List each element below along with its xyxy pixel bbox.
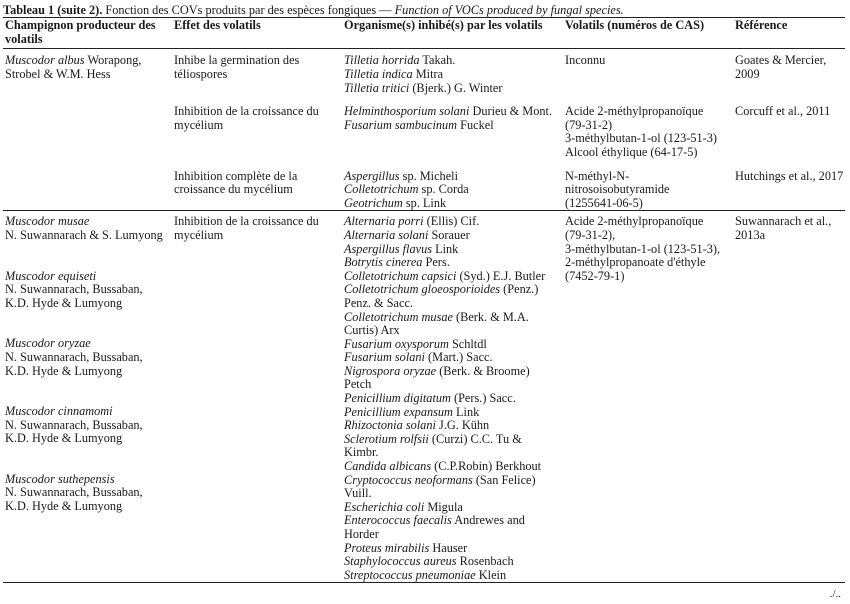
fungus-authors: K.D. Hyde & Lumyong <box>5 499 123 514</box>
volatile-line: 3-méthylbutan-1-ol (123-51-3) <box>565 131 717 146</box>
volatile-line: Inconnu <box>565 53 606 68</box>
organism-line <box>344 528 563 542</box>
organism-line <box>344 311 563 325</box>
organism-name: Penicillium expansum <box>344 404 453 419</box>
organism-authority: (Mart.) Sacc. <box>424 350 493 365</box>
organism-authority: (Bjerk.) G. Winter <box>409 80 503 95</box>
organism-name: Aspergillus flavus <box>344 241 433 256</box>
organism-name: Rhizoctonia solani <box>344 418 436 433</box>
organism-line <box>344 392 563 406</box>
spacer <box>5 243 172 270</box>
organism-name: Aspergillus <box>344 168 400 183</box>
organism-name: Colletotrichum musae <box>344 309 453 324</box>
organism-authority: Curtis) Arx <box>344 323 400 338</box>
fungus-authors: K.D. Hyde & Lumyong <box>5 295 123 310</box>
organism-line <box>344 474 563 488</box>
organism-authority: Pers. <box>422 255 450 270</box>
organism-line <box>344 460 563 474</box>
organism-authority: Mitra <box>412 67 444 81</box>
reference-cell <box>733 211 845 583</box>
organism-line <box>344 270 563 284</box>
header-organisms: Organisme(s) inhibé(s) par les volatils <box>342 18 563 49</box>
fungus-authors: Worapong, Strobel & W.M. Hess <box>5 53 142 81</box>
effect-cell <box>172 211 342 583</box>
organism-name: Botrytis cinerea <box>344 255 423 270</box>
organism-line <box>344 229 563 243</box>
effect-text: Inhibe la germination des téliospores <box>174 53 300 81</box>
volatile-line: nitrosoisobutyramide <box>565 182 670 197</box>
organisms-cell <box>342 160 563 211</box>
organism-authority: Takah. <box>419 53 456 68</box>
header-fungus: Champignon producteur des volatils <box>3 18 172 49</box>
organism-line <box>344 378 563 392</box>
volatile-line: 2-méthylpropanoate d'éthyle <box>565 255 706 270</box>
organism-line <box>344 256 563 270</box>
fungus-authors: K.D. Hyde & Lumyong <box>5 363 123 378</box>
organism-name: Fusarium sambucinum <box>344 117 458 132</box>
volatile-line: (79-31-2), <box>565 227 616 242</box>
effect-cell <box>172 49 342 95</box>
organism-line <box>344 283 563 297</box>
spacer <box>5 446 172 473</box>
organism-authority: sp. Corda <box>418 182 469 197</box>
volatile-line: Alcool éthylique (64-17-5) <box>565 144 698 159</box>
organism-authority: Link <box>452 404 480 419</box>
organism-authority: sp. Link <box>402 195 447 210</box>
organism-authority: Penz. & Sacc. <box>344 295 413 310</box>
caption-french: Fonction des COVs produits par des espèces fongiques — <box>102 3 395 17</box>
organism-authority: (Curzi) C.C. Tu & <box>428 431 522 446</box>
organism-authority: Sorauer <box>428 227 470 242</box>
volatile-line: (79-31-2) <box>565 117 613 132</box>
effect-cell <box>172 95 342 159</box>
organism-name: Tilletia tritici <box>344 80 410 95</box>
organism-authority: (Berk. & Broome) <box>436 363 530 378</box>
organism-name: Colletotrichum gloeosporioides <box>344 282 501 297</box>
spacer <box>5 310 172 337</box>
spacer <box>5 378 172 405</box>
organism-authority: Andrewes and <box>451 513 525 528</box>
volatile-line: Acide 2-méthylpropanoïque <box>565 104 704 119</box>
organism-line <box>344 487 563 501</box>
effect-text: Inhibition de la croissance du mycélium <box>174 104 319 132</box>
organism-name: Enterococcus faecalis <box>344 513 452 528</box>
organism-name: Nigrospora oryzae <box>344 363 437 378</box>
fungus-authors: K.D. Hyde & Lumyong <box>5 431 123 446</box>
organism-line <box>344 243 563 257</box>
volatiles-cell <box>563 95 733 159</box>
organism-name: Alternaria solani <box>344 227 429 242</box>
organism-line <box>344 183 563 197</box>
fungus-cell <box>3 211 172 583</box>
organisms-cell <box>342 95 563 159</box>
organism-name: Fusarium solani <box>344 350 425 365</box>
fungus-name: Muscodor suthepensis <box>5 471 115 486</box>
organisms-cell <box>342 49 563 95</box>
bottom-rule <box>3 582 845 583</box>
caption-english: Function of VOCs produced by fungal species. <box>394 3 624 17</box>
volatile-line: Acide 2-méthylpropanoïque <box>565 214 704 229</box>
organism-line <box>344 514 563 528</box>
reference-text: Goates & Mercier, 2009 <box>735 53 827 81</box>
reference-cell <box>733 49 845 95</box>
voc-table <box>3 18 845 582</box>
fungus-authors: N. Suwannarach, Bussaban, <box>5 282 143 297</box>
organism-line <box>344 82 563 96</box>
fungus-name: Muscodor equiseti <box>5 268 97 283</box>
organism-name: Candida albicans <box>344 459 432 474</box>
organism-authority: (Berk. & M.A. <box>452 309 529 324</box>
organism-name: Cryptococcus neoformans <box>344 472 473 487</box>
organism-authority: Schltdl <box>448 336 487 351</box>
organism-name: Staphylococcus aureus <box>344 554 457 569</box>
organism-line <box>344 338 563 352</box>
organism-line <box>344 197 563 211</box>
organism-authority: Klein <box>475 567 507 582</box>
organism-line <box>344 365 563 379</box>
fungus-name: Muscodor musae <box>5 214 90 229</box>
volatile-line: N-méthyl-N- <box>565 168 630 183</box>
table-row <box>3 49 845 95</box>
organism-name: Streptococcus pneumoniae <box>344 567 476 582</box>
organism-name: Tilletia indica <box>344 67 413 81</box>
organism-authority: Petch <box>344 377 372 392</box>
continued-marker: ./.. <box>829 588 841 600</box>
volatile-line: (7452-79-1) <box>565 268 625 283</box>
fungus-name: Muscodor albus <box>5 53 85 68</box>
organisms-cell <box>342 211 563 583</box>
organism-line <box>344 170 563 184</box>
organism-line <box>344 324 563 338</box>
effect-text: Inhibition de la croissance du mycélium <box>174 214 319 242</box>
organism-line <box>344 555 563 569</box>
organism-authority: Durieu & Mont. <box>469 104 553 119</box>
volatiles-cell <box>563 211 733 583</box>
header-reference: Référence <box>733 18 845 49</box>
volatiles-cell <box>563 49 733 95</box>
organism-line <box>344 501 563 515</box>
organism-line <box>344 297 563 311</box>
organism-name: Escherichia coli <box>344 499 425 514</box>
organism-name: Fusarium oxysporum <box>344 336 449 351</box>
organism-name: Sclerotium rolfsii <box>344 431 429 446</box>
organism-line <box>344 446 563 460</box>
organism-line <box>344 406 563 420</box>
organism-name: Proteus mirabilis <box>344 540 430 555</box>
table-caption <box>3 3 845 17</box>
fungus-authors: N. Suwannarach, Bussaban, <box>5 485 143 500</box>
header-effect: Effet des volatils <box>172 18 342 49</box>
organism-authority: Migula <box>424 499 463 514</box>
organism-authority: sp. Micheli <box>399 168 458 183</box>
organism-name: Colletotrichum <box>344 182 419 197</box>
volatiles-cell <box>563 160 733 211</box>
fungus-name: Muscodor oryzae <box>5 336 91 351</box>
fungus-authors: N. Suwannarach & S. Lumyong <box>5 227 163 242</box>
reference-text: Suwannarach et al., 2013a <box>735 214 832 242</box>
organism-line <box>344 433 563 447</box>
organism-authority: (C.P.Robin) Berkhout <box>431 459 542 474</box>
organism-line <box>344 119 563 133</box>
organism-line <box>344 105 563 119</box>
organism-line <box>344 542 563 556</box>
organism-name: Tilletia horrida <box>344 53 420 68</box>
organism-authority: Kimbr. <box>344 445 379 460</box>
organism-authority: Fuckel <box>457 117 494 132</box>
reference-text: Corcuff et al., 2011 <box>735 104 831 119</box>
organism-authority: Horder <box>344 527 379 541</box>
header-volatiles: Volatils (numéros de CAS) <box>563 18 733 49</box>
organism-name: Colletotrichum capsici <box>344 268 457 283</box>
organism-name: Helminthosporium solani <box>344 104 470 119</box>
organism-authority: J.G. Kühn <box>435 418 490 433</box>
effect-text: Inhibition complète de la croissance du mycélium <box>174 168 298 197</box>
organism-authority: (San Felice) <box>472 472 536 487</box>
reference-cell <box>733 160 845 211</box>
table-label: Tableau 1 (suite 2). <box>3 3 103 17</box>
organism-authority: (Ellis) Cif. <box>423 214 480 229</box>
fungus-cell <box>3 49 172 211</box>
organism-authority: (Syd.) E.J. Butler <box>456 268 546 283</box>
reference-cell <box>733 95 845 159</box>
organism-authority: Vuill. <box>344 486 372 501</box>
header-row <box>3 18 845 49</box>
organism-name: Geotrichum <box>344 195 403 210</box>
organism-line <box>344 419 563 433</box>
organism-line <box>344 68 563 82</box>
organism-authority: (Pers.) Sacc. <box>450 391 516 406</box>
organism-authority: Rosenbach <box>456 554 514 569</box>
organism-line <box>344 569 563 583</box>
effect-cell <box>172 160 342 211</box>
fungus-authors: N. Suwannarach, Bussaban, <box>5 417 143 432</box>
fungus-authors: N. Suwannarach, Bussaban, <box>5 349 143 364</box>
organism-authority: Link <box>432 241 459 256</box>
organism-line <box>344 215 563 229</box>
table-row <box>3 211 845 583</box>
organism-name: Penicillium digitatum <box>344 391 451 406</box>
volatile-line: 3-méthylbutan-1-ol (123-51-3), <box>565 241 721 256</box>
organism-line <box>344 54 563 68</box>
organism-name: Alternaria porri <box>344 214 424 229</box>
reference-text: Hutchings et al., 2017 <box>735 168 844 183</box>
organism-authority: (Penz.) <box>500 282 539 297</box>
table-document <box>3 3 845 583</box>
organism-line <box>344 351 563 365</box>
organism-authority: Hauser <box>429 540 468 555</box>
fungus-name: Muscodor cinnamomi <box>5 404 113 419</box>
volatile-line: (1255641-06-5) <box>565 195 643 210</box>
fungus-entry <box>5 54 172 81</box>
